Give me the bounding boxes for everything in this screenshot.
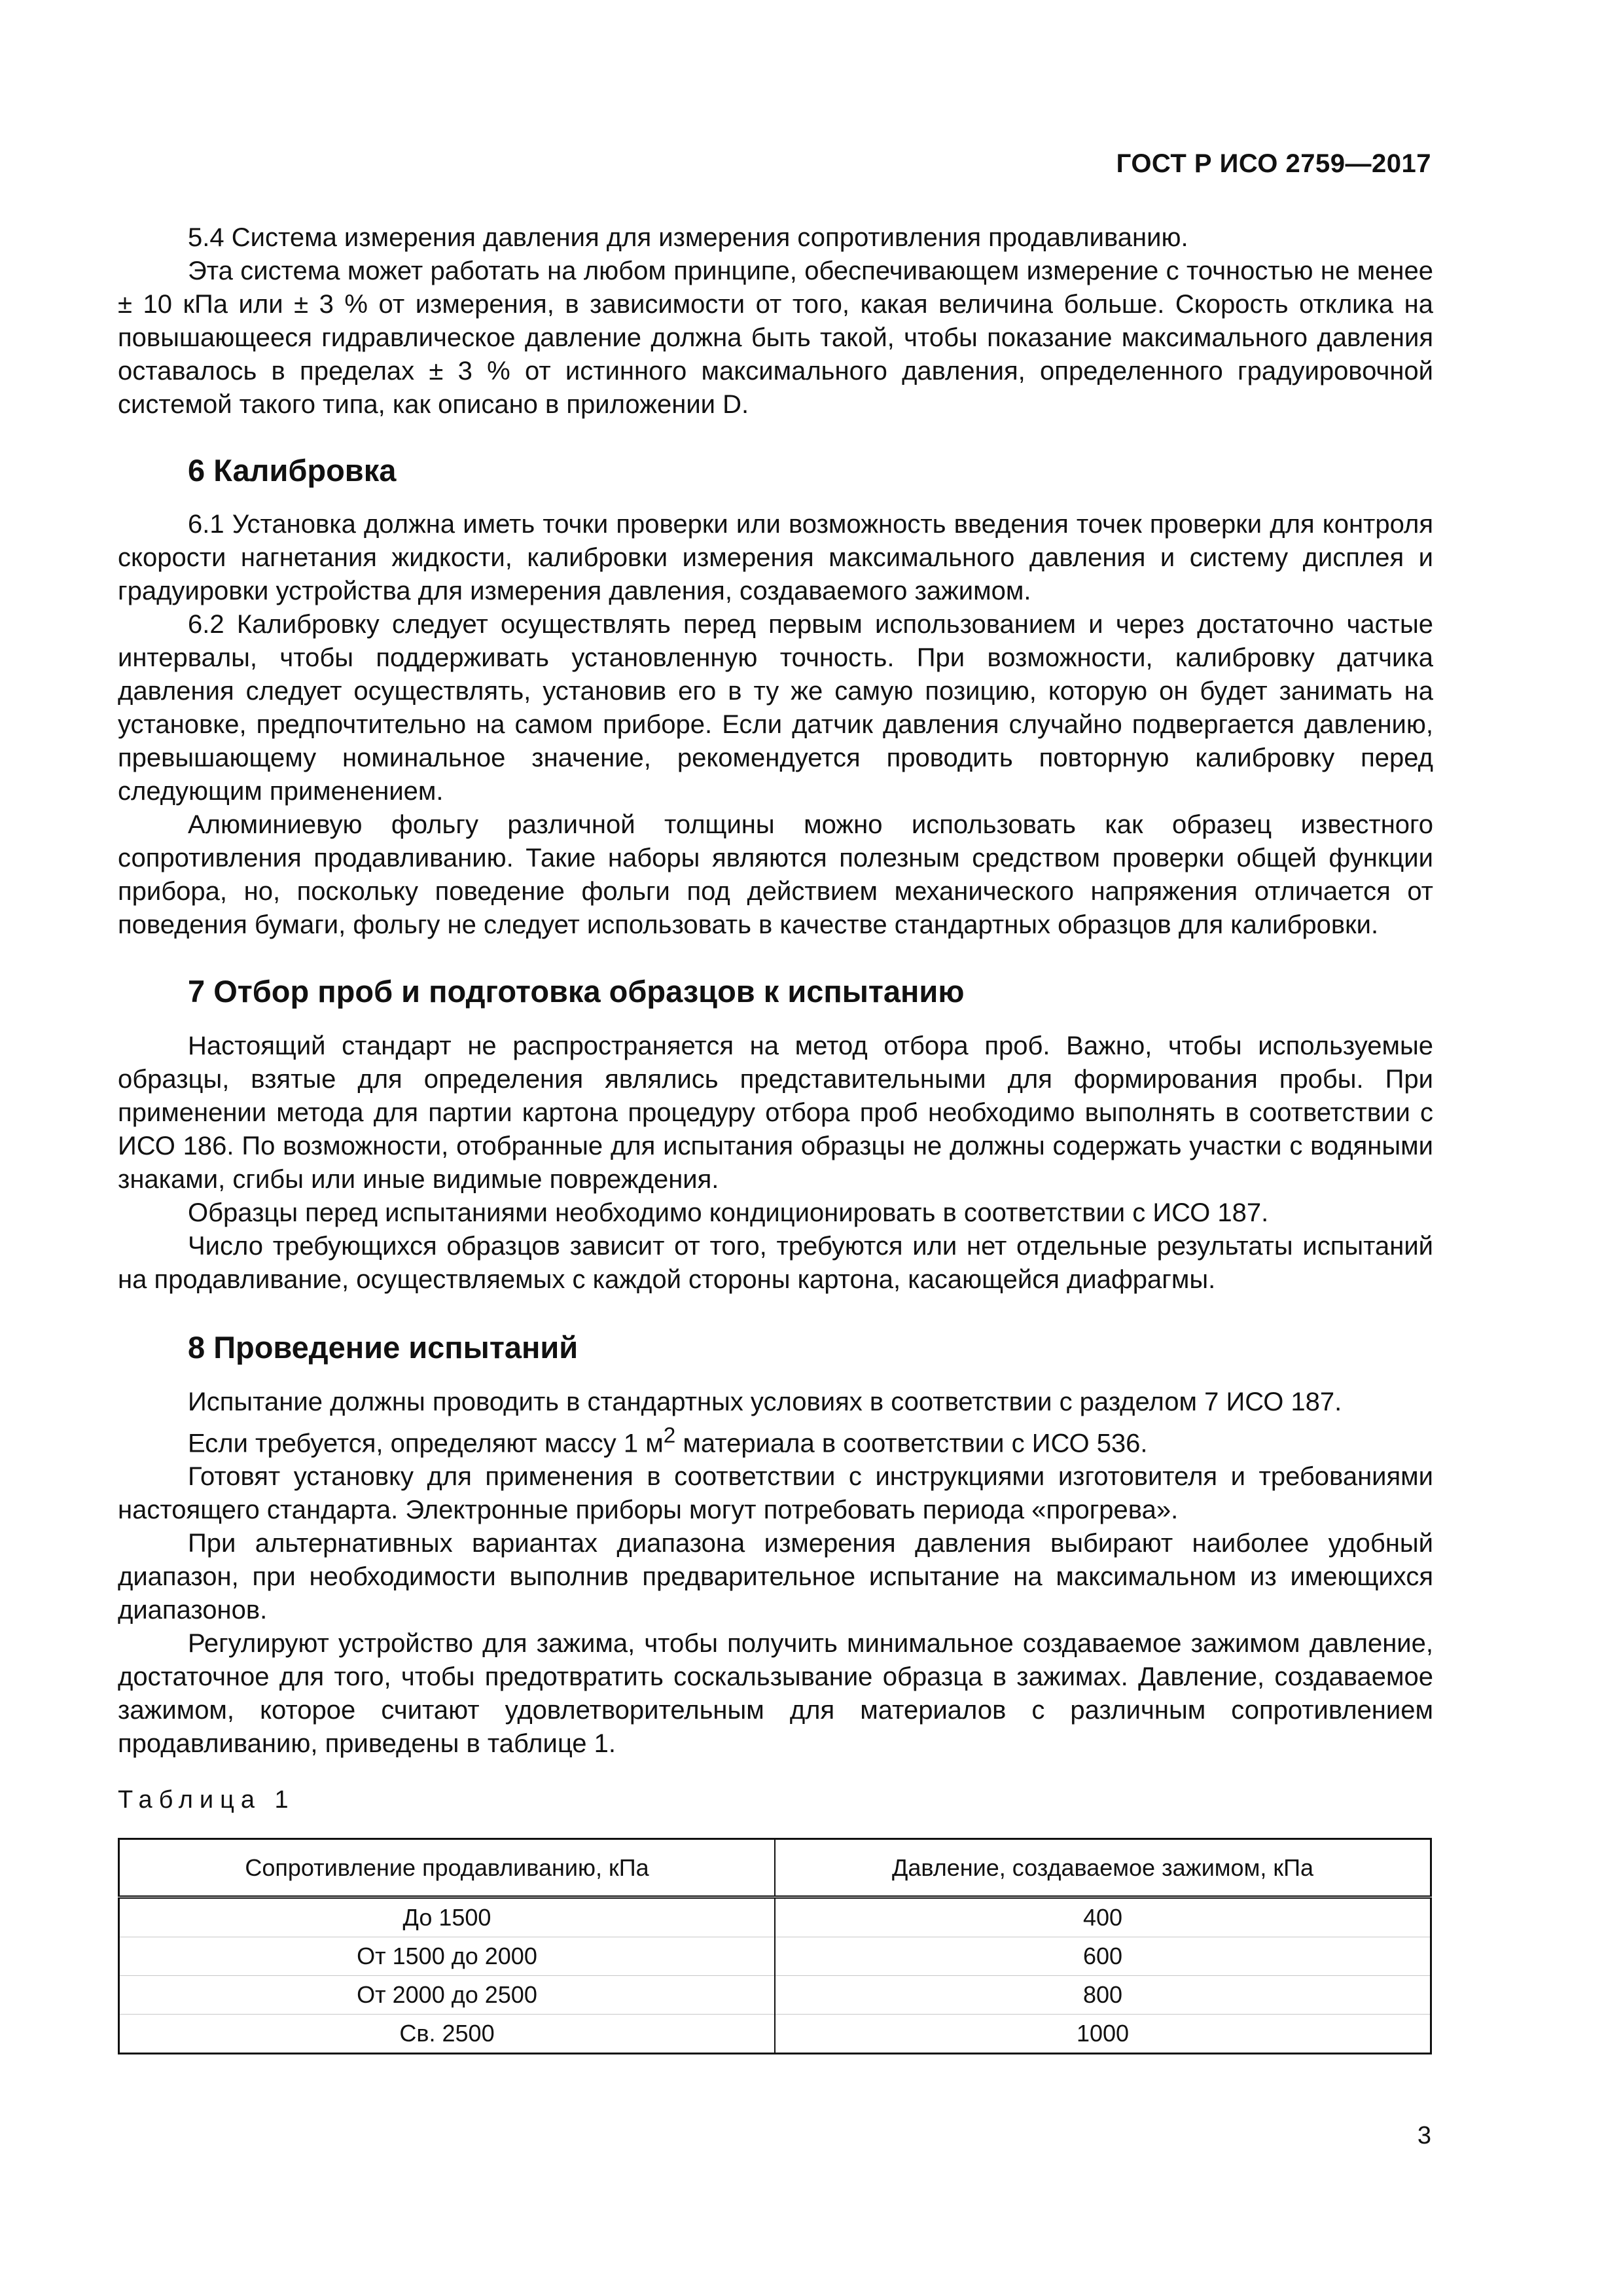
- table-row: [119, 1937, 1431, 1976]
- section-8-paragraph-3: Готовят установку для применения в соответствии с инструкциями изготовителя и требованиями настоящего стандарта. Электронные приборы могут потребовать периода «прогрева».: [118, 1462, 1433, 1525]
- clause-5-4-text: Эта система может работать на любом принципе, обеспечивающем измерение с точностью не менее ± 10 кПа или ± 3 % от измерения, в зависимости от того, какая величина больше. Скорость отклика на повышающееся гидравлическое давление должна быть такой, чтобы показание максимального давления оставалось в пределах ± 3 % от истинного максимального давления, определенного градуировочной системой такого типа, как описано в приложении D.: [118, 257, 1433, 419]
- table-caption: Таблица 1: [118, 1786, 295, 1814]
- mass-unit-superscript: 2: [663, 1424, 676, 1448]
- table-header-row: [119, 1839, 1431, 1897]
- section-8-paragraph-4: При альтернативных вариантах диапазона измерения давления выбирают наиболее удобный диапазон, при необходимости выполнив предварительное испытание на максимальном из имеющихся диапазонов.: [118, 1529, 1433, 1625]
- table-cell-clamp-pressure: 800: [775, 1976, 1431, 2015]
- section-7-paragraph-2: Образцы перед испытаниями необходимо кондиционировать в соответствии с ИСО 187.: [188, 1198, 1269, 1227]
- table-row: [119, 1976, 1431, 2015]
- clamp-pressure-table: [118, 1838, 1432, 2054]
- section-7-paragraph-1: Настоящий стандарт не распространяется на метод отбора проб. Важно, чтобы используемые образцы, взятые для определения являлись представительными для формирования пробы. При применении метода для партии картона процедуру отбора проб необходимо выполнять в соответствии с ИСО 186. По возможности, отобранные для испытания образцы не должны содержать участки с водяными знаками, сгибы или иные видимые повреждения.: [118, 1031, 1433, 1194]
- section-8-paragraph-2: [118, 1419, 1433, 1460]
- mass-text-before: Если требуется, определяют массу 1 м: [188, 1429, 664, 1458]
- table-cell-resistance: До 1500: [119, 1897, 776, 1937]
- section-8-heading: 8 Проведение испытаний: [188, 1330, 579, 1365]
- section-8-paragraph-5: Регулируют устройство для зажима, чтобы получить минимальное создаваемое зажимом давление, достаточное для того, чтобы предотвратить соскальзывание образца в зажимах. Давление, создаваемое зажимом, которое считают удовлетворительным для материалов с различным сопротивлением продавливанию, приведены в таблице 1.: [118, 1629, 1433, 1759]
- table-cell-resistance: От 1500 до 2000: [119, 1937, 776, 1976]
- section-7-paragraph-3: Число требующихся образцов зависит от того, требуются или нет отдельные результаты испытаний на продавливание, осуществляемых с каждой стороны картона, касающейся диафрагмы.: [118, 1232, 1433, 1294]
- table-row: [119, 1897, 1431, 1937]
- page-number: 3: [1417, 2122, 1431, 2149]
- section-7-heading: 7 Отбор проб и подготовка образцов к испытанию: [188, 974, 965, 1009]
- table-cell-clamp-pressure: 1000: [775, 2015, 1431, 2054]
- clause-6-2-foil-note: Алюминиевую фольгу различной толщины можно использовать как образец известного сопротивления продавливанию. Такие наборы являются полезным средством проверки общей функции прибора, но, поскольку поведение фольги под действием механического напряжения отличается от поведения бумаги, фольгу не следует использовать в качестве стандартных образцов для калибровки.: [118, 810, 1433, 939]
- section-8-paragraph-1: Испытание должны проводить в стандартных условиях в соответствии с разделом 7 ИСО 187.: [188, 1388, 1342, 1416]
- table-cell-resistance: От 2000 до 2500: [119, 1976, 776, 2015]
- column-header-burst-resistance: Сопротивление продавливанию, кПа: [119, 1839, 776, 1897]
- table-cell-clamp-pressure: 400: [775, 1897, 1431, 1937]
- table-row: [119, 2015, 1431, 2054]
- table-cell-resistance: Св. 2500: [119, 2015, 776, 2054]
- page-body: [118, 221, 1433, 2054]
- table-cell-clamp-pressure: 600: [775, 1937, 1431, 1976]
- mass-text-after: материала в соответствии с ИСО 536.: [675, 1429, 1148, 1458]
- clause-6-2: 6.2 Калибровку следует осуществлять перед первым использованием и через достаточно частые интервалы, чтобы поддерживать установленную точность. При возможности, калибровку датчика давления следует осуществлять, установив его в ту же самую позицию, которую он будет занимать на установке, предпочтительно на самом приборе. Если датчик давления случайно подвергается давлению, превышающему номинальное значение, рекомендуется проводить повторную калибровку перед следующим применением.: [118, 610, 1433, 806]
- section-6-heading: 6 Калибровка: [188, 453, 397, 488]
- column-header-clamp-pressure: Давление, создаваемое зажимом, кПа: [775, 1839, 1431, 1897]
- clause-6-1: 6.1 Установка должна иметь точки проверки или возможность введения точек проверки для контроля скорости нагнетания жидкости, калибровки измерения максимального давления и систему дисплея и градуировки устройства для измерения давления, создаваемого зажимом.: [118, 510, 1433, 605]
- clause-5-4-title: 5.4 Система измерения давления для измерения сопротивления продавливанию.: [188, 223, 1188, 252]
- document-header: ГОСТ Р ИСО 2759—2017: [1116, 149, 1431, 178]
